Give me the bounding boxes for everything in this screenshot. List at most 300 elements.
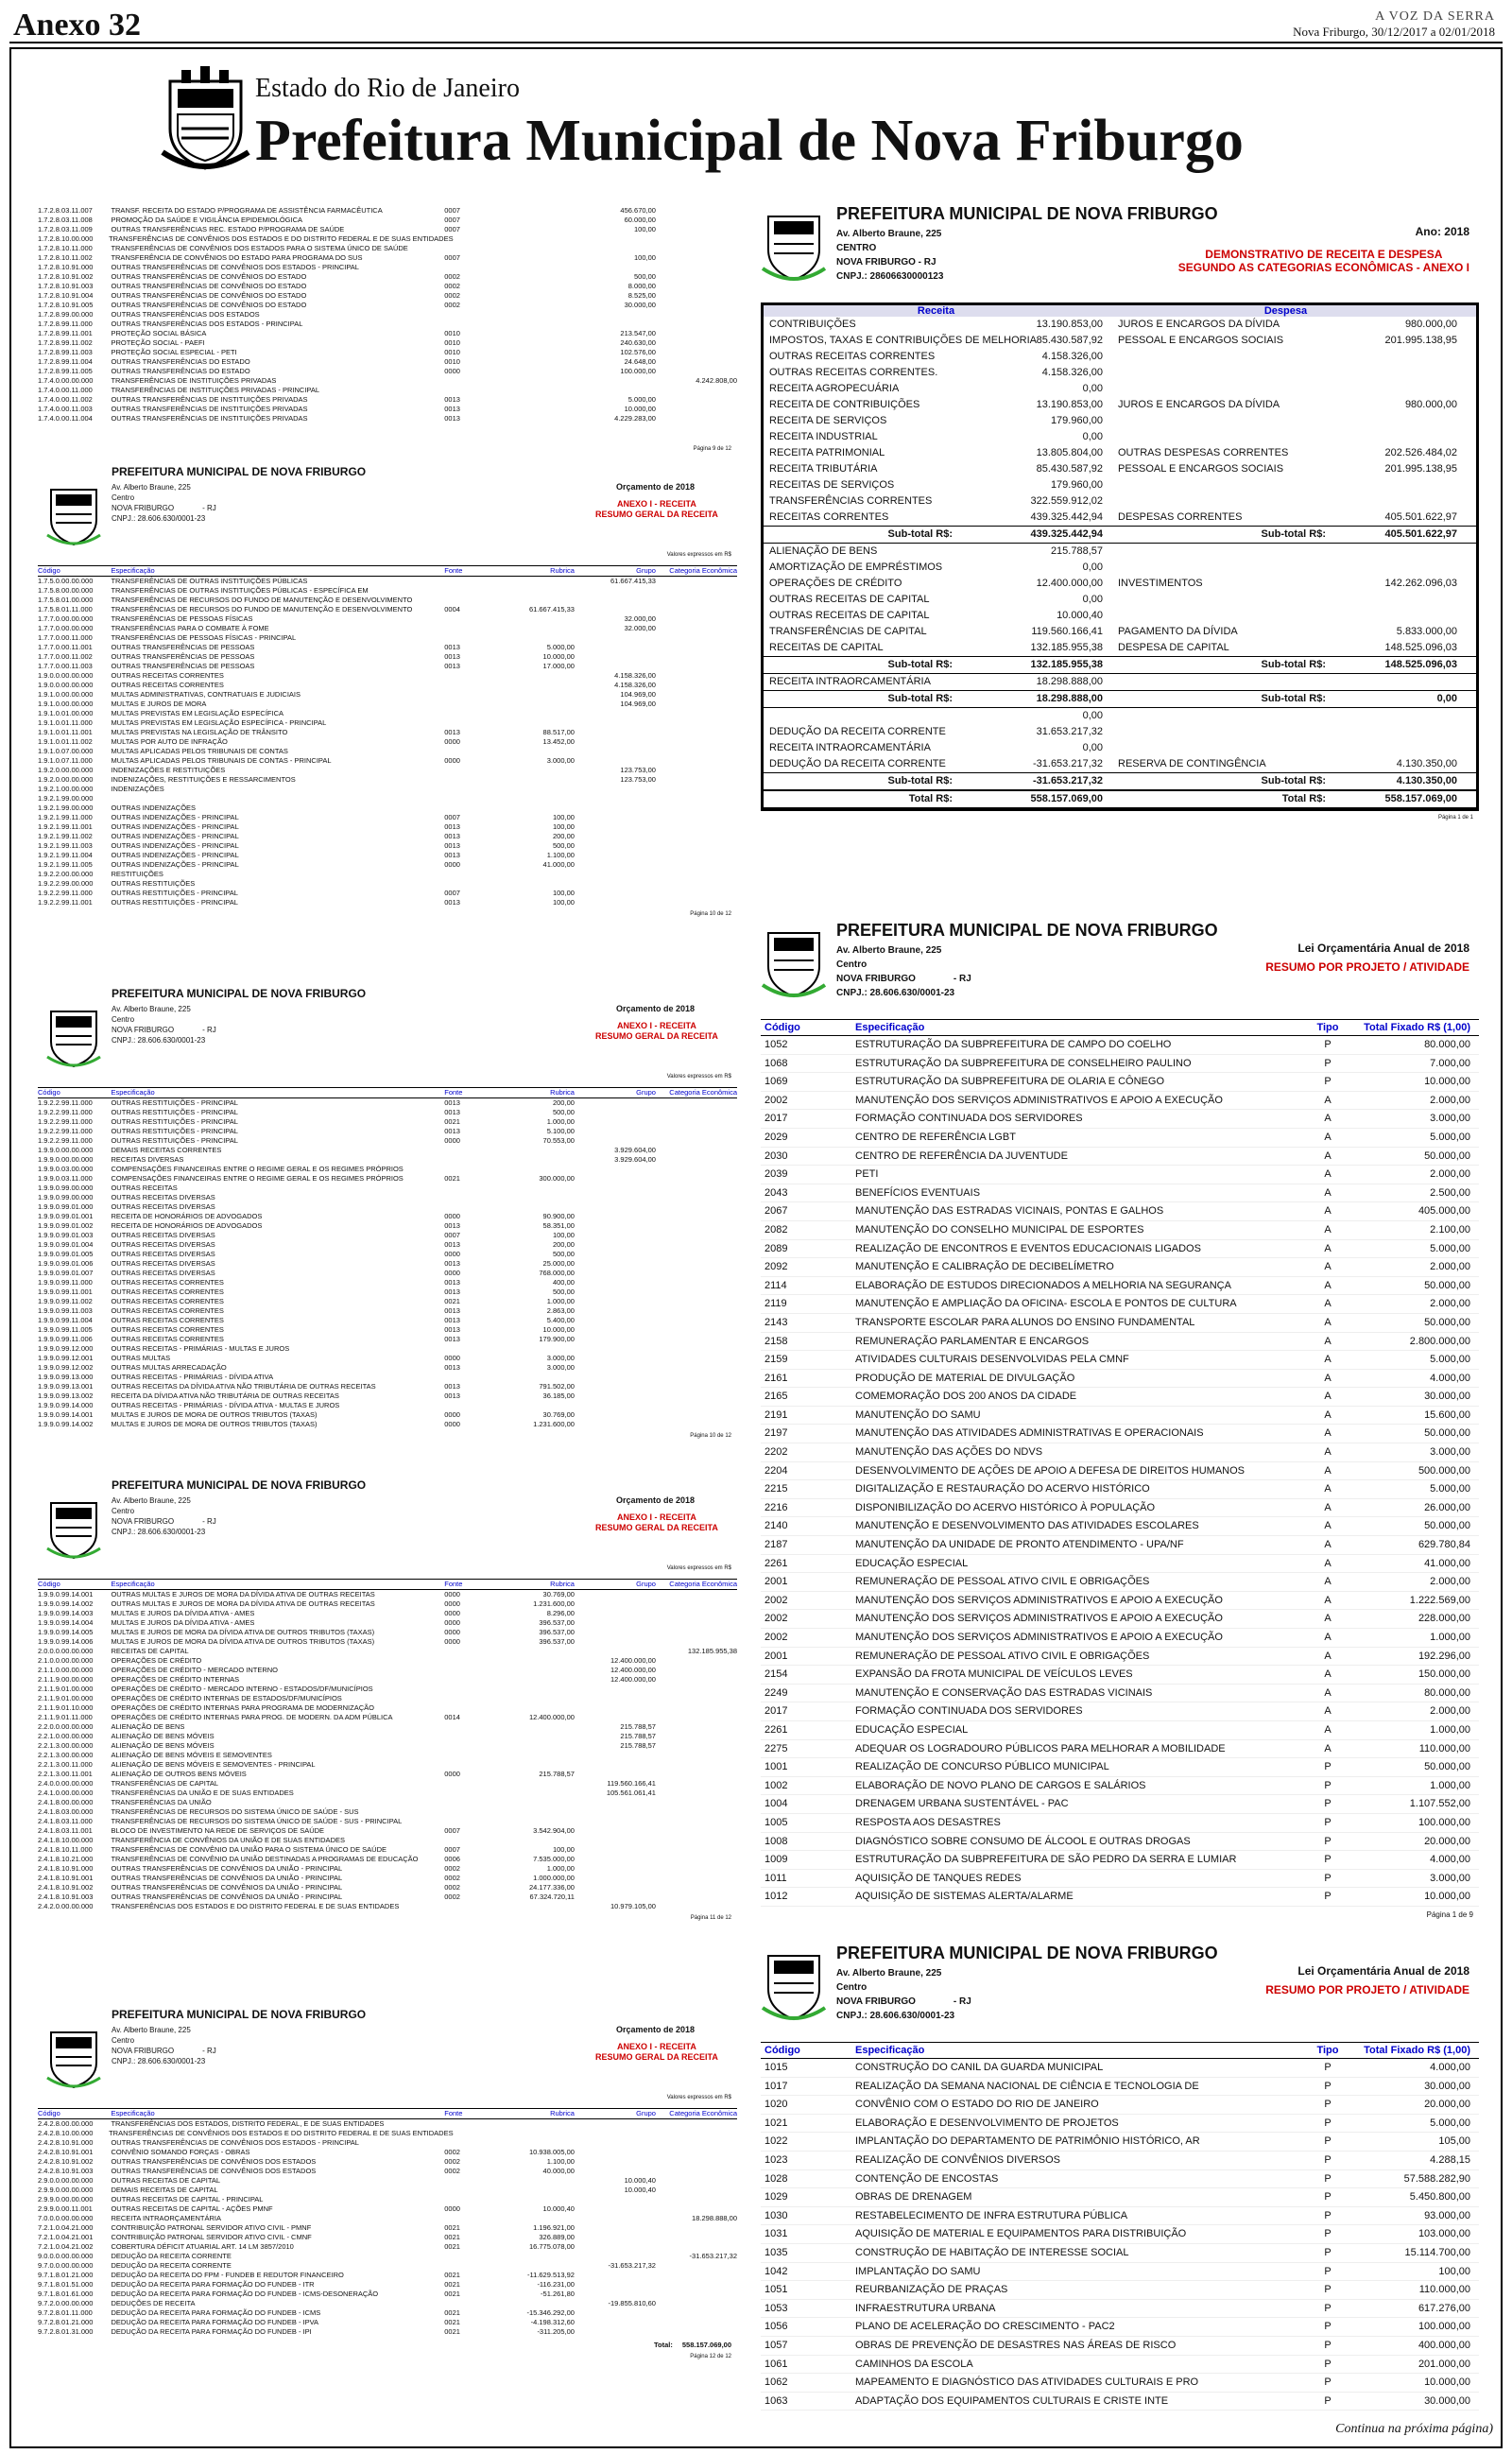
- table-cell: 31.653.217,32: [1036, 726, 1103, 737]
- table-row: [764, 560, 1476, 576]
- table-cell: TRANSFERÊNCIAS DE PESSOAS FÍSICAS: [111, 614, 253, 623]
- table-cell: 215.788,57: [1050, 545, 1103, 557]
- uf-label: - RJ: [953, 1996, 971, 2007]
- table-cell: 0013: [444, 1221, 460, 1230]
- table-cell: 2.4.2.8.10.91.000: [38, 2138, 94, 2147]
- org-address: [836, 227, 943, 284]
- receita-section-2: [38, 983, 737, 1439]
- table-cell: 2.000,00: [1430, 1576, 1470, 1588]
- table-cell: [509, 747, 575, 756]
- table-cell: 0013: [444, 1240, 460, 1249]
- table-cell: 1057: [765, 2339, 788, 2351]
- table-cell: [509, 253, 575, 263]
- table-cell: [575, 2271, 656, 2280]
- table-row: [38, 614, 737, 624]
- table-cell: MANUTENÇÃO E DESENVOLVIMENTO DAS ATIVIDADES ESCOLARES: [855, 1520, 1199, 1532]
- table-cell: 10.000,00: [1424, 2376, 1470, 2389]
- table-cell: [509, 1779, 575, 1789]
- table-cell: 8.525,00: [627, 291, 656, 300]
- table-cell: 2.500,00: [1430, 1186, 1470, 1199]
- table-cell: 1.7.2.8.99.11.001: [38, 329, 93, 337]
- table-cell: [575, 652, 656, 662]
- table-cell: [656, 1146, 737, 1155]
- table-cell: [575, 2327, 656, 2337]
- table-cell: [656, 652, 737, 662]
- table-row: [38, 1363, 737, 1373]
- table-row: [38, 1807, 737, 1817]
- table-cell: [444, 1798, 509, 1807]
- table-cell: [509, 263, 575, 272]
- table-cell: [1326, 674, 1463, 690]
- table-cell: OUTRAS RECEITAS DIVERSAS: [111, 1269, 215, 1277]
- table-cell: TRANSFERÊNCIAS PARA O COMBATE À FOME: [111, 624, 269, 632]
- table-cell: 2029: [765, 1131, 788, 1143]
- table-cell: COMEMORAÇÃO DOS 200 ANOS DA CIDADE: [855, 1391, 1077, 1403]
- table-row: [38, 1344, 737, 1354]
- table-cell: 1.7.2.8.10.91.004: [38, 291, 94, 300]
- table-cell: 5.000,00: [1430, 1242, 1470, 1254]
- table-cell: ESTRUTURAÇÃO DA SUBPREFEITURA DE CONSELHEIRO PAULINO: [855, 1057, 1192, 1069]
- table-cell: [444, 310, 509, 320]
- table-cell: Sub-total R$:: [887, 659, 953, 670]
- table-row: [38, 263, 737, 272]
- table-cell: 104.969,00: [620, 700, 656, 708]
- table-cell: P: [1324, 2099, 1332, 2111]
- table-cell: A: [1324, 1113, 1332, 1125]
- table-cell: 500.000,00: [1418, 1464, 1470, 1477]
- annex-line2: RESUMO GERAL DA RECEITA: [595, 2052, 718, 2062]
- table-cell: [575, 860, 656, 870]
- table-cell: 2.2.1.3.00.00.000: [38, 1741, 94, 1750]
- district-line: Centro: [112, 493, 135, 502]
- annex-line2: RESUMO GERAL DA RECEITA: [595, 510, 718, 519]
- table-cell: 67.324.720,11: [529, 1892, 575, 1901]
- table-cell: 1.9.2.0.00.00.000: [38, 766, 94, 774]
- table-cell: [509, 1344, 575, 1354]
- table-cell: MULTAS APLICADAS PELOS TRIBUNAIS DE CONTAS - PRINCIPAL: [111, 756, 332, 765]
- column-label: Tipo: [1316, 1022, 1339, 1033]
- table-cell: REALIZAÇÃO DE CONCURSO PÚBLICO MUNICIPAL: [855, 1761, 1109, 1773]
- table-row: [38, 1647, 737, 1656]
- table-row: [761, 1870, 1479, 1889]
- table-cell: ESTRUTURAÇÃO DA SUBPREFEITURA DE SÃO PEDRO DA SERRA E LUMIAR: [855, 1854, 1237, 1866]
- table-cell: ESTRUTURAÇÃO DA SUBPREFEITURA DE CAMPO DO COELHO: [855, 1039, 1172, 1050]
- table-cell: [656, 898, 737, 907]
- city-crest-icon: [45, 1494, 102, 1560]
- annex-line1: ANEXO I - RECEITA: [617, 499, 696, 509]
- table-cell: [509, 775, 575, 785]
- table-cell: TRANSFERÊNCIAS DA UNIÃO E DE SUAS ENTIDADES: [111, 1789, 294, 1797]
- city-line: [112, 2046, 216, 2056]
- column-header: [38, 1579, 737, 1590]
- table-cell: -4.198.312,60: [530, 2318, 575, 2326]
- table-row: [761, 1795, 1479, 1814]
- table-row: [761, 1517, 1479, 1536]
- table-cell: OUTRAS RECEITAS CORRENTES: [111, 671, 224, 680]
- table-cell: 20.000,00: [1424, 1835, 1470, 1847]
- table-cell: 1.000,00: [546, 1117, 575, 1126]
- table-cell: 0,00: [1436, 693, 1457, 704]
- table-cell: [509, 614, 575, 624]
- table-cell: 4.000,00: [1430, 1372, 1470, 1384]
- table-cell: [509, 709, 575, 718]
- table-row: [38, 1760, 737, 1770]
- table-cell: 2.2.1.3.00.11.000: [38, 1760, 93, 1769]
- page-number: Página 1 de 9: [1426, 1910, 1473, 1919]
- table-cell: [454, 234, 517, 244]
- column-label: Especificação: [855, 1022, 925, 1033]
- table-cell: 1.9.9.0.00.00.000: [38, 1146, 94, 1154]
- table-cell: 12.400.000,00: [528, 1713, 575, 1721]
- table-cell: OUTRAS RESTITUIÇÕES - PRINCIPAL: [111, 898, 238, 907]
- table-cell: [509, 1798, 575, 1807]
- table-cell: [444, 2261, 509, 2271]
- table-cell: 90.900,00: [542, 1212, 575, 1220]
- table-cell: [575, 1184, 656, 1193]
- table-cell: 1.9.9.0.99.14.002: [38, 1599, 94, 1608]
- table-cell: [656, 737, 737, 747]
- table-cell: A: [1324, 1668, 1332, 1681]
- table-cell: [656, 1240, 737, 1250]
- table-cell: 1.100,00: [546, 851, 575, 859]
- table-cell: 0013: [444, 1363, 460, 1372]
- table-cell: 30.000,00: [624, 301, 656, 309]
- table-cell: 1052: [765, 1039, 788, 1050]
- table-cell: AMORTIZAÇÃO DE EMPRÉSTIMOS: [769, 562, 943, 573]
- table-cell: [509, 216, 575, 225]
- table-row: [38, 586, 737, 596]
- table-cell: MANUTENÇÃO E AMPLIAÇÃO DA OFICINA- ESCOLA E PONTOS DE CULTURA: [855, 1298, 1237, 1310]
- table-cell: -11.629.513,92: [527, 2271, 575, 2279]
- org-name: PREFEITURA MUNICIPAL DE NOVA FRIBURGO: [836, 921, 1218, 940]
- table-cell: 1.9.9.0.99.11.002: [38, 1297, 93, 1305]
- table-cell: 1.000,00: [1430, 1779, 1470, 1791]
- table-cell: 1062: [765, 2376, 788, 2389]
- column-label: Rubrica: [550, 2109, 575, 2117]
- table-cell: 439.325.442,94: [1030, 511, 1103, 523]
- table-cell: 100,00: [552, 1231, 575, 1239]
- table-cell: RECEITA DE SERVIÇOS: [769, 415, 887, 426]
- loa-table: [761, 2042, 1479, 2411]
- currency-note: Valores expressos em R$: [666, 1074, 731, 1080]
- table-cell: [444, 320, 509, 329]
- table-cell: 1063: [765, 2394, 788, 2407]
- table-cell: 0000: [444, 2204, 460, 2213]
- table-cell: BLOCO DE INVESTIMENTO NA REDE DE SERVIÇOS DE SAÚDE: [111, 1826, 325, 1835]
- table-row: [38, 376, 737, 386]
- table-row: [761, 1221, 1479, 1240]
- table-cell: A: [1324, 1613, 1332, 1625]
- table-row: [761, 2152, 1479, 2170]
- table-cell: TRANSFERÊNCIAS DE CONVÊNIO DA UNIÃO DESTINADAS A PROGRAMAS DE EDUCAÇÃO: [111, 1855, 419, 1863]
- table-row: [38, 1713, 737, 1722]
- column-label: Total Fixado R$ (1,00): [1364, 1022, 1470, 1033]
- table-row: [761, 2281, 1479, 2300]
- table-cell: [509, 329, 575, 338]
- table-cell: PESSOAL E ENCARGOS SOCIAIS: [1118, 463, 1284, 475]
- table-cell: [1108, 477, 1326, 493]
- city-crest-icon: [161, 62, 250, 171]
- currency-note: Valores expressos em R$: [666, 2095, 731, 2100]
- org-address: [112, 482, 216, 524]
- table-cell: OUTRAS RECEITAS - PRIMÁRIAS - DÍVIDA ATIVA: [111, 1373, 274, 1381]
- table-cell: 1.7.7.0.00.11.001: [38, 643, 93, 651]
- table-cell: [509, 2214, 575, 2223]
- table-row: [761, 1277, 1479, 1296]
- table-cell: OUTRAS TRANSFERÊNCIAS DO ESTADO: [111, 367, 250, 375]
- table-cell: 1.7.2.8.10.91.002: [38, 272, 94, 281]
- table-cell: CONSTRUÇÃO DE HABITAÇÃO DE INTERESSE SOCIAL: [855, 2246, 1129, 2258]
- table-cell: [575, 870, 656, 879]
- table-cell: A: [1324, 1705, 1332, 1718]
- table-cell: [575, 1108, 656, 1117]
- table-cell: 2.4.2.8.10.91.003: [38, 2167, 94, 2175]
- table-cell: 1.9.9.0.03.00.000: [38, 1165, 94, 1173]
- table-row: [761, 1351, 1479, 1370]
- table-cell: 2.4.1.8.03.00.000: [38, 1807, 94, 1816]
- table-cell: [575, 586, 656, 596]
- table-cell: OUTRAS MULTAS ARRECADAÇÃO: [111, 1363, 227, 1372]
- table-cell: [656, 870, 737, 879]
- table-cell: 1.9.2.2.00.00.000: [38, 870, 94, 878]
- table-cell: 1.000,00: [546, 1297, 575, 1305]
- table-cell: 500,00: [552, 1250, 575, 1258]
- table-cell: 5.000,00: [1430, 2117, 1470, 2129]
- table-cell: [656, 1410, 737, 1420]
- table-cell: [509, 338, 575, 348]
- table-cell: ELABORAÇÃO E DESENVOLVIMENTO DE PROJETOS: [855, 2117, 1119, 2129]
- table-cell: CONTRIBUIÇÃO PATRONAL SERVIDOR ATIVO CIVIL - PMNF: [111, 2223, 312, 2232]
- table-cell: 2.4.1.8.03.11.001: [38, 1826, 93, 1835]
- table-cell: CAMINHOS DA ESCOLA: [855, 2358, 973, 2370]
- table-cell: OUTRAS RECEITAS DE CAPITAL - PRINCIPAL: [111, 2195, 264, 2203]
- table-cell: [575, 1826, 656, 1836]
- table-row: [761, 1258, 1479, 1277]
- table-cell: 1002: [765, 1779, 788, 1791]
- table-cell: TRANSFERÊNCIAS CORRENTES: [769, 495, 933, 507]
- table-cell: 3.542.904,00: [533, 1826, 575, 1835]
- table-row: [38, 1231, 737, 1240]
- table-cell: OUTRAS RECEITAS CORRENTES: [111, 1325, 224, 1334]
- table-cell: [509, 272, 575, 282]
- table-cell: [656, 2327, 737, 2337]
- table-row: [761, 1148, 1479, 1167]
- table-cell: P: [1324, 2302, 1332, 2314]
- table-cell: [575, 2204, 656, 2214]
- table-row: [38, 860, 737, 870]
- table-cell: P: [1324, 2135, 1332, 2148]
- annex-title: [595, 2042, 718, 2063]
- table-cell: RESERVA DE CONTINGÊNCIA: [1118, 758, 1266, 769]
- table-cell: 213.547,00: [620, 329, 656, 337]
- table-cell: [444, 2195, 509, 2204]
- table-cell: [575, 2157, 656, 2167]
- table-cell: 0013: [444, 1278, 460, 1287]
- table-cell: TRANSFERÊNCIAS DE CONVÊNIO DA UNIÃO PARA O SISTEMA ÚNICO DE SAÚDE: [111, 1845, 387, 1854]
- table-cell: 2.4.1.8.03.11.000: [38, 1817, 93, 1825]
- table-row: [38, 2223, 737, 2233]
- page-number: Página 12 de 12: [690, 2354, 731, 2359]
- table-cell: 2216: [765, 1501, 788, 1513]
- table-cell: 1035: [765, 2246, 788, 2258]
- table-cell: [656, 338, 737, 348]
- table-cell: [575, 2308, 656, 2318]
- table-cell: [509, 633, 575, 643]
- table-row: [764, 397, 1476, 413]
- column-label: Especificação: [111, 2109, 155, 2117]
- table-cell: 9.7.1.8.01.21.000: [38, 2271, 94, 2279]
- table-cell: 7.000,00: [1430, 1057, 1470, 1069]
- table-cell: RECEITAS DIVERSAS: [111, 1155, 184, 1164]
- table-cell: [656, 1363, 737, 1373]
- table-cell: A: [1324, 1168, 1332, 1181]
- table-cell: [509, 1741, 575, 1751]
- table-cell: 1.7.2.8.99.11.003: [38, 348, 93, 356]
- table-cell: 1.9.9.0.99.11.005: [38, 1325, 93, 1334]
- table-cell: 228.000,00: [1418, 1613, 1470, 1625]
- table-row: [38, 1212, 737, 1221]
- table-cell: 0,00: [1082, 710, 1103, 721]
- table-cell: 0013: [444, 1108, 460, 1116]
- table-cell: OUTRAS RECEITAS - PRIMÁRIAS - DÍVIDA ATIVA - MULTAS E JUROS: [111, 1401, 340, 1409]
- table-cell: 4.158.326,00: [1041, 351, 1103, 362]
- table-cell: 32.000,00: [624, 614, 656, 623]
- cnpj-line: CNPJ.: 28.606.630/0001-23: [112, 1528, 206, 1536]
- section-header: [38, 2004, 737, 2108]
- table-row: [38, 662, 737, 671]
- table-cell: DEDUÇÃO DA RECEITA DO FPM - FUNDEB E REDUTOR FINANCEIRO: [111, 2271, 344, 2279]
- column-label: Fonte: [444, 2109, 463, 2117]
- table-cell: [509, 671, 575, 681]
- table-cell: 0013: [444, 1127, 460, 1135]
- table-row: [761, 2337, 1479, 2356]
- table-cell: P: [1324, 2191, 1332, 2203]
- table-cell: 12.400.000,00: [610, 1675, 656, 1684]
- table-cell: 2.0.0.0.00.00.000: [38, 1647, 94, 1655]
- table-cell: 7.2.1.0.04.21.000: [38, 2223, 94, 2232]
- loa-rows: [761, 2059, 1479, 2411]
- table-cell: 0021: [444, 2242, 460, 2251]
- table-cell: 0002: [444, 291, 460, 300]
- table-cell: TRANSFERÊNCIA DE CONVÊNIOS DO ESTADO PARA PROGRAMA DO SUS: [111, 253, 363, 262]
- table-cell: TRANSFERÊNCIAS DE OUTRAS INSTITUIÇÕES PÚBLICAS: [111, 577, 308, 585]
- table-cell: [1326, 708, 1463, 724]
- table-cell: 0002: [444, 2148, 460, 2156]
- table-cell: 326.889,00: [539, 2233, 575, 2241]
- table-cell: [444, 1656, 509, 1666]
- state-name: Estado do Rio de Janeiro: [255, 74, 520, 103]
- table-row: [38, 775, 737, 785]
- table-cell: [509, 206, 575, 216]
- loa-rows: [761, 1036, 1479, 1907]
- table-row: [764, 592, 1476, 608]
- table-cell: 4.000,00: [1430, 2062, 1470, 2073]
- table-cell: 1.9.9.0.99.14.005: [38, 1628, 94, 1636]
- table-cell: 1.7.5.8.01.11.000: [38, 605, 93, 614]
- table-cell: MULTAS APLICADAS PELOS TRIBUNAIS DE CONTAS: [111, 747, 288, 755]
- table-cell: DESPESA DE CAPITAL: [1118, 642, 1229, 653]
- table-cell: [656, 225, 737, 234]
- table-row: [761, 1407, 1479, 1426]
- table-cell: 0021: [444, 2223, 460, 2232]
- table-row: [38, 681, 737, 690]
- table-cell: A: [1324, 1408, 1332, 1421]
- table-cell: 1.9.9.0.99.01.002: [38, 1221, 94, 1230]
- table-cell: 2119: [765, 1298, 787, 1310]
- table-cell: 0,00: [1082, 594, 1103, 605]
- table-cell: 2.4.2.8.10.91.001: [38, 2148, 94, 2156]
- table-cell: 1.9.9.0.99.13.002: [38, 1391, 94, 1400]
- table-cell: 0007: [444, 225, 460, 233]
- table-cell: 396.537,00: [539, 1637, 575, 1646]
- table-cell: 0000: [444, 1269, 460, 1277]
- year-label: Ano: 2018: [1415, 225, 1469, 238]
- table-cell: 2.000,00: [1430, 1298, 1470, 1310]
- table-cell: MANUTENÇÃO E CONSERVAÇÃO DAS ESTRADAS VICINAIS: [855, 1686, 1153, 1699]
- table-cell: [575, 718, 656, 728]
- table-row: [761, 2078, 1479, 2097]
- table-row: [38, 870, 737, 879]
- table-cell: [1326, 349, 1463, 365]
- column-label: Código: [38, 1088, 60, 1097]
- table-row: [38, 1685, 737, 1694]
- table-row: [761, 1480, 1479, 1499]
- table-cell: 1.9.9.0.99.01.005: [38, 1250, 94, 1258]
- table-cell: 2.4.2.8.00.00.000: [38, 2119, 94, 2128]
- table-row: [38, 2290, 737, 2299]
- table-cell: [656, 367, 737, 376]
- address-line: Av. Alberto Braune, 225: [836, 1968, 942, 1979]
- table-cell: 1.9.2.1.99.11.003: [38, 841, 93, 850]
- column-label: Categoria Econômica: [669, 1580, 738, 1588]
- table-cell: [575, 1845, 656, 1855]
- table-cell: OUTRAS RECEITAS DE CAPITAL: [769, 610, 930, 621]
- table-cell: 10.000,40: [1057, 610, 1103, 621]
- table-cell: [516, 234, 579, 244]
- table-row: [38, 1420, 737, 1429]
- table-cell: 215.788,57: [620, 1741, 656, 1750]
- subtotal-row: [764, 690, 1476, 708]
- table-cell: [575, 841, 656, 851]
- uf-label: - RJ: [953, 974, 971, 984]
- table-cell: COBERTURA DÉFICIT ATUARIAL ART. 14 LM 3857/2010: [111, 2242, 294, 2251]
- table-row: [38, 1373, 737, 1382]
- table-cell: OUTRAS RECEITAS DIVERSAS: [111, 1240, 215, 1249]
- table-cell: 4.130.350,00: [1396, 775, 1457, 786]
- table-cell: MANUTENÇÃO DOS SERVIÇOS ADMINISTRATIVOS E APOIO A EXECUÇÃO: [855, 1594, 1223, 1606]
- table-row: [38, 1136, 737, 1146]
- table-cell: 201.995.138,95: [1384, 463, 1457, 475]
- district-line: CENTRO: [836, 243, 877, 253]
- table-cell: [444, 1373, 509, 1382]
- city-line: [836, 972, 971, 986]
- table-cell: [444, 1902, 509, 1911]
- table-cell: MULTAS PREVISTAS NA LEGISLAÇÃO DE TRÂNSITO: [111, 728, 288, 736]
- table-row: [38, 813, 737, 822]
- table-cell: MANUTENÇÃO DAS ATIVIDADES ADMINISTRATIVAS E OPERACIONAIS: [855, 1427, 1204, 1440]
- city-name: NOVA FRIBURGO: [112, 2047, 175, 2055]
- table-cell: 1.7.4.0.00.11.004: [38, 414, 93, 423]
- table-cell: 0000: [444, 756, 460, 765]
- table-cell: 0013: [444, 851, 460, 859]
- table-cell: [1108, 429, 1326, 445]
- table-cell: [575, 1599, 656, 1609]
- table-cell: [454, 2129, 517, 2138]
- table-cell: MANUTENÇÃO DA UNIDADE DE PRONTO ATENDIMENTO - UPA/NF: [855, 1539, 1184, 1551]
- table-cell: OUTRAS RECEITAS DE CAPITAL: [111, 2176, 221, 2185]
- receita-section-3: [38, 1475, 737, 1921]
- table-cell: [575, 1420, 656, 1429]
